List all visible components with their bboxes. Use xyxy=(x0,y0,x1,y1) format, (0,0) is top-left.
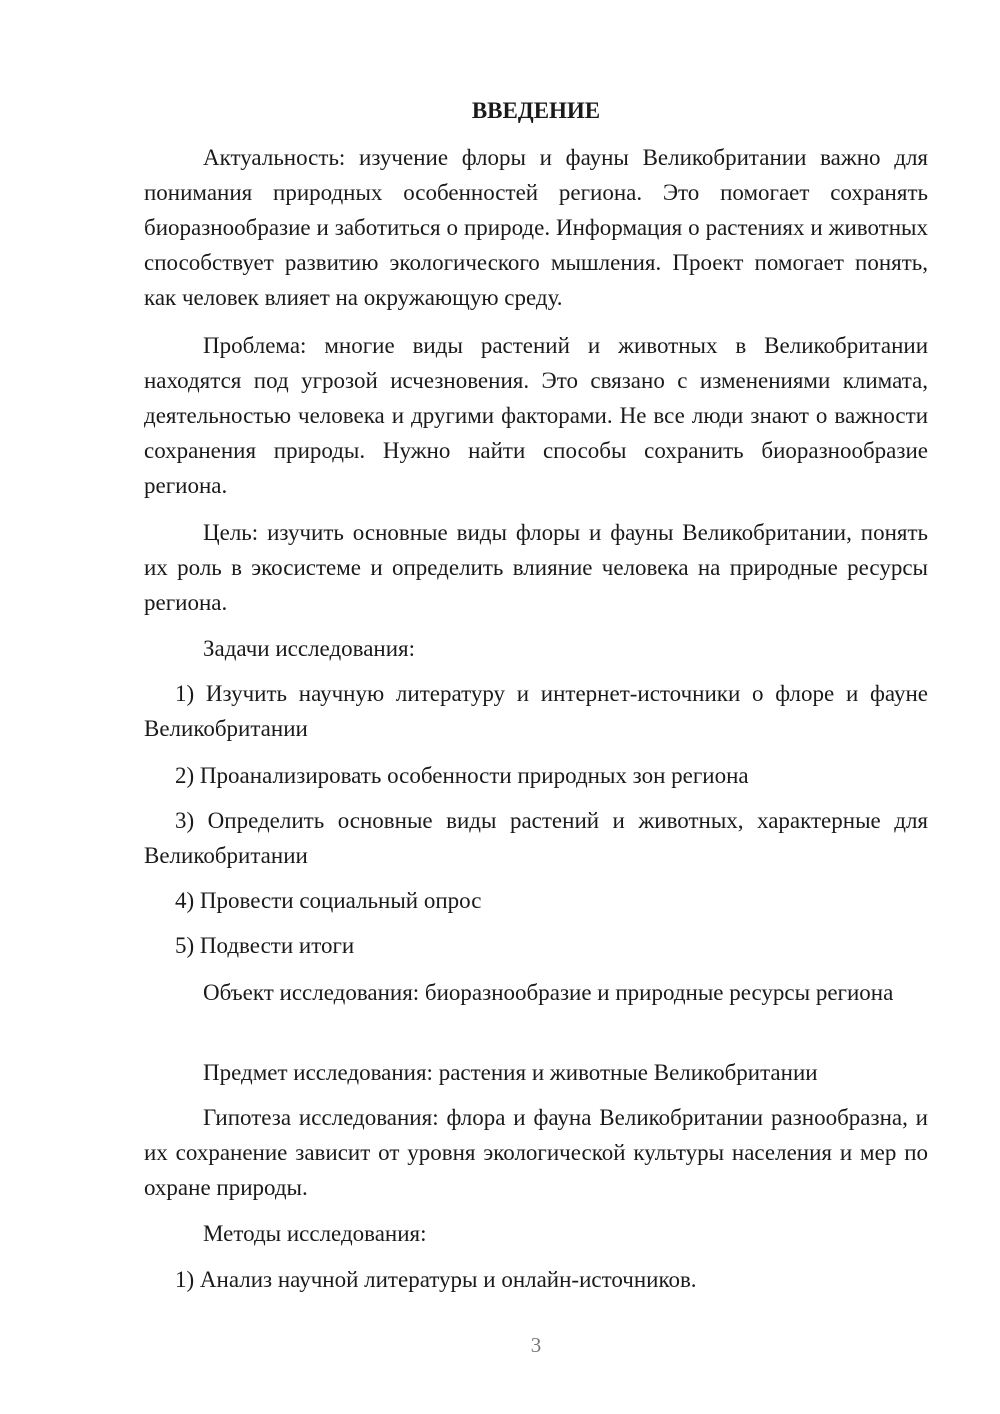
task-item: 3) Определить основные виды растений и животных, характерные для Великобритании xyxy=(144,808,928,868)
task-item: 1) Изучить научную литературу и интернет-источники о флоре и фауне Великобритании xyxy=(144,681,928,741)
page-heading: ВВЕДЕНИЕ xyxy=(471,98,601,123)
document-page xyxy=(144,0,928,1414)
relevance-paragraph: Актуальность: изучение флоры и фауны Великобритании важно для понимания природных особенностей региона. Это помогает сохранять биоразнообразие и заботиться о природе. Информация о растениях и животных способствует развитию экологического мышления. Проект помогает понять, как человек влияет на окружающую среду. xyxy=(144,145,928,310)
method-item: 1) Анализ научной литературы и онлайн-источников. xyxy=(175,1267,697,1292)
task-item: 2) Проанализировать особенности природных зон региона xyxy=(175,763,749,788)
task-item: 5) Подвести итоги xyxy=(175,933,355,958)
subject-paragraph: Предмет исследования: растения и животные Великобритании xyxy=(203,1060,818,1085)
tasks-title: Задачи исследования: xyxy=(203,636,416,661)
methods-title: Методы исследования: xyxy=(203,1221,427,1246)
goal-paragraph: Цель: изучить основные виды флоры и фауны Великобритании, понять их роль в экосистеме и определить влияние человека на природные ресурсы региона. xyxy=(144,520,928,615)
object-paragraph: Объект исследования: биоразнообразие и природные ресурсы региона xyxy=(203,980,894,1005)
hypothesis-paragraph: Гипотеза исследования: флора и фауна Великобритании разнообразна, и их сохранение зависит от уровня экологической культуры населения и мер по охране природы. xyxy=(144,1105,928,1200)
problem-paragraph: Проблема: многие виды растений и животных в Великобритании находятся под угрозой исчезновения. Это связано с изменениями климата, деятельностью человека и другими факторами. Не все люди знают о важности сохранения природы. Нужно найти способы сохранить биоразнообразие региона. xyxy=(144,333,928,498)
page-number: 3 xyxy=(530,1333,542,1357)
task-item: 4) Провести социальный опрос xyxy=(175,888,482,913)
